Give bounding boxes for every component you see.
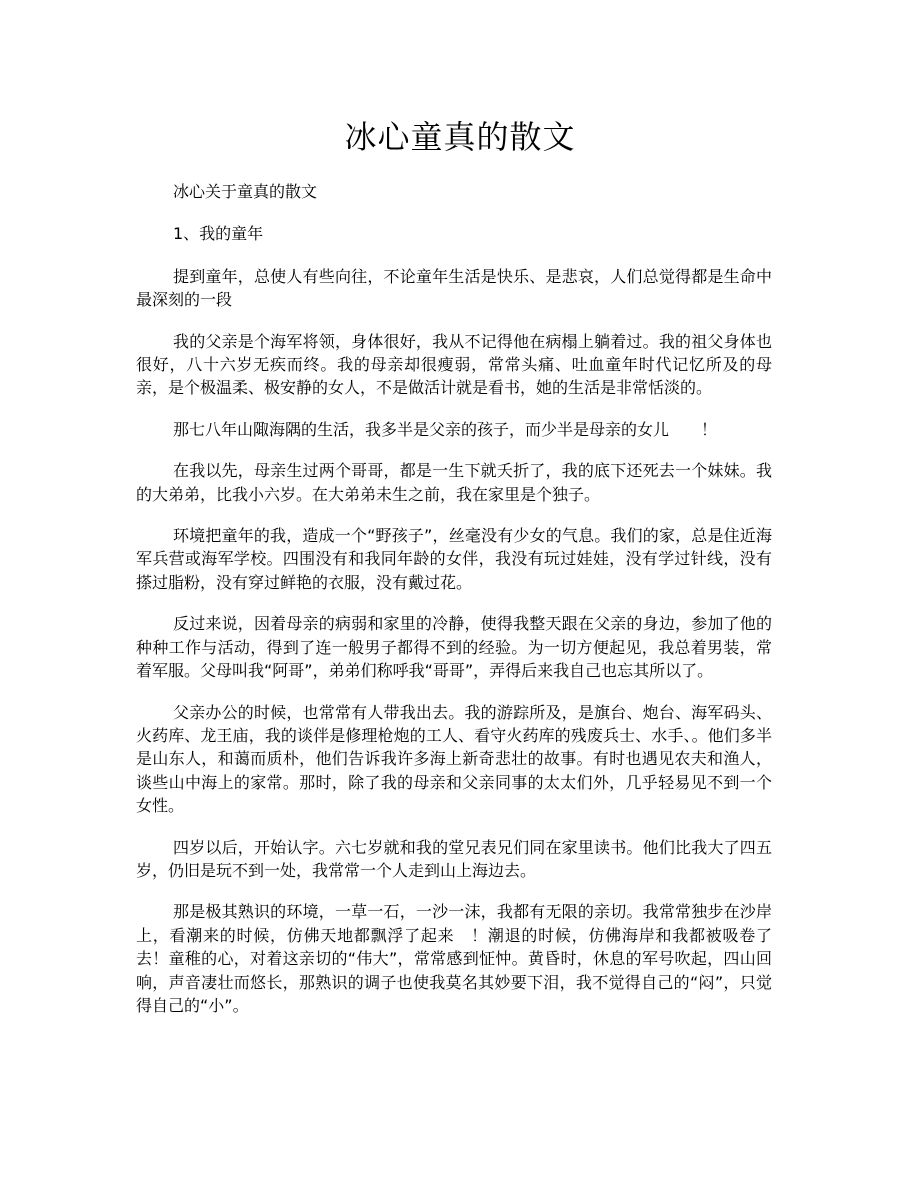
body-paragraph: 那七八年山陬海隅的生活，我多半是父亲的孩子，而少半是母亲的女儿 ！ <box>173 419 718 439</box>
body-paragraph: 反过来说，因着母亲的病弱和家里的冷静，使得我整天跟在父亲的身边，参加了他的种种工作与活动，得到了连一般男子都得不到的经验。为一切方便起见，我总着男装，常着军服。父母叫我“阿哥”，弟弟们称呼我“哥哥”，弄得后来我自己也忘其所以了。 <box>136 614 772 681</box>
body-paragraph: 我的父亲是个海军将领，身体很好，我从不记得他在病榻上躺着过。我的祖父身体也很好，八十六岁无疾而终。我的母亲却很瘦弱，常常头痛、吐血童年时代记忆所及的母亲，是个极温柔、极安静的女人，不是做活计就是看书，她的生活是非常恬淡的。 <box>136 331 772 398</box>
document-title: 冰心童真的散文 <box>344 118 576 156</box>
body-paragraph: 四岁以后，开始认字。六七岁就和我的堂兄表兄们同在家里读书。他们比我大了四五岁，仍旧是玩不到一处，我常常一个人走到山上海边去。 <box>136 837 772 880</box>
body-paragraph: 那是极其熟识的环境，一草一石，一沙一沫，我都有无限的亲切。我常常独步在沙岸上，看潮来的时候，仿佛天地都飘浮了起来 ！潮退的时候，仿佛海岸和我都被吸卷了去！童稚的心，对着这亲切的“伟大”，常常感到怔忡。黄昏时，休息的军号吹起，四山回响，声音凄壮而悠长，那熟识的调子也使我莫名其妙要下泪，我不觉得自己的“闷”，只觉得自己的“小”。 <box>136 902 772 1015</box>
subtitle-paragraph: 冰心关于童真的散文 <box>173 182 318 201</box>
section-heading: 1、我的童年 <box>173 224 264 244</box>
body-paragraph: 父亲办公的时候，也常常有人带我出去。我的游踪所及，是旗台、炮台、海军码头、火药库、龙王庙，我的谈伴是修理枪炮的工人、看守火药库的残废兵士、水手、。他们多半是山东人，和蔼而质朴，他们告诉我许多海上新奇悲壮的故事。有时也遇见农夫和渔人，谈些山中海上的家常。那时，除了我的母亲和父亲同事的太太们外，几乎轻易见不到一个女性。 <box>136 702 772 816</box>
body-paragraph: 环境把童年的我，造成一个“野孩子”，丝毫没有少女的气息。我们的家，总是住近海军兵营或海军学校。四围没有和我同年龄的女伴，我没有玩过娃娃，没有学过针线，没有搽过脂粉，没有穿过鲜艳的衣服，没有戴过花。 <box>136 526 772 592</box>
body-paragraph: 提到童年，总使人有些向往，不论童年生活是快乐、是悲哀，人们总觉得都是生命中最深刻的一段 <box>136 266 772 310</box>
body-paragraph: 在我以先，母亲生过两个哥哥，都是一生下就夭折了，我的底下还死去一个妹妹。我的大弟弟，比我小六岁。在大弟弟未生之前，我在家里是个独子。 <box>136 461 772 504</box>
document-body <box>136 180 772 1035</box>
